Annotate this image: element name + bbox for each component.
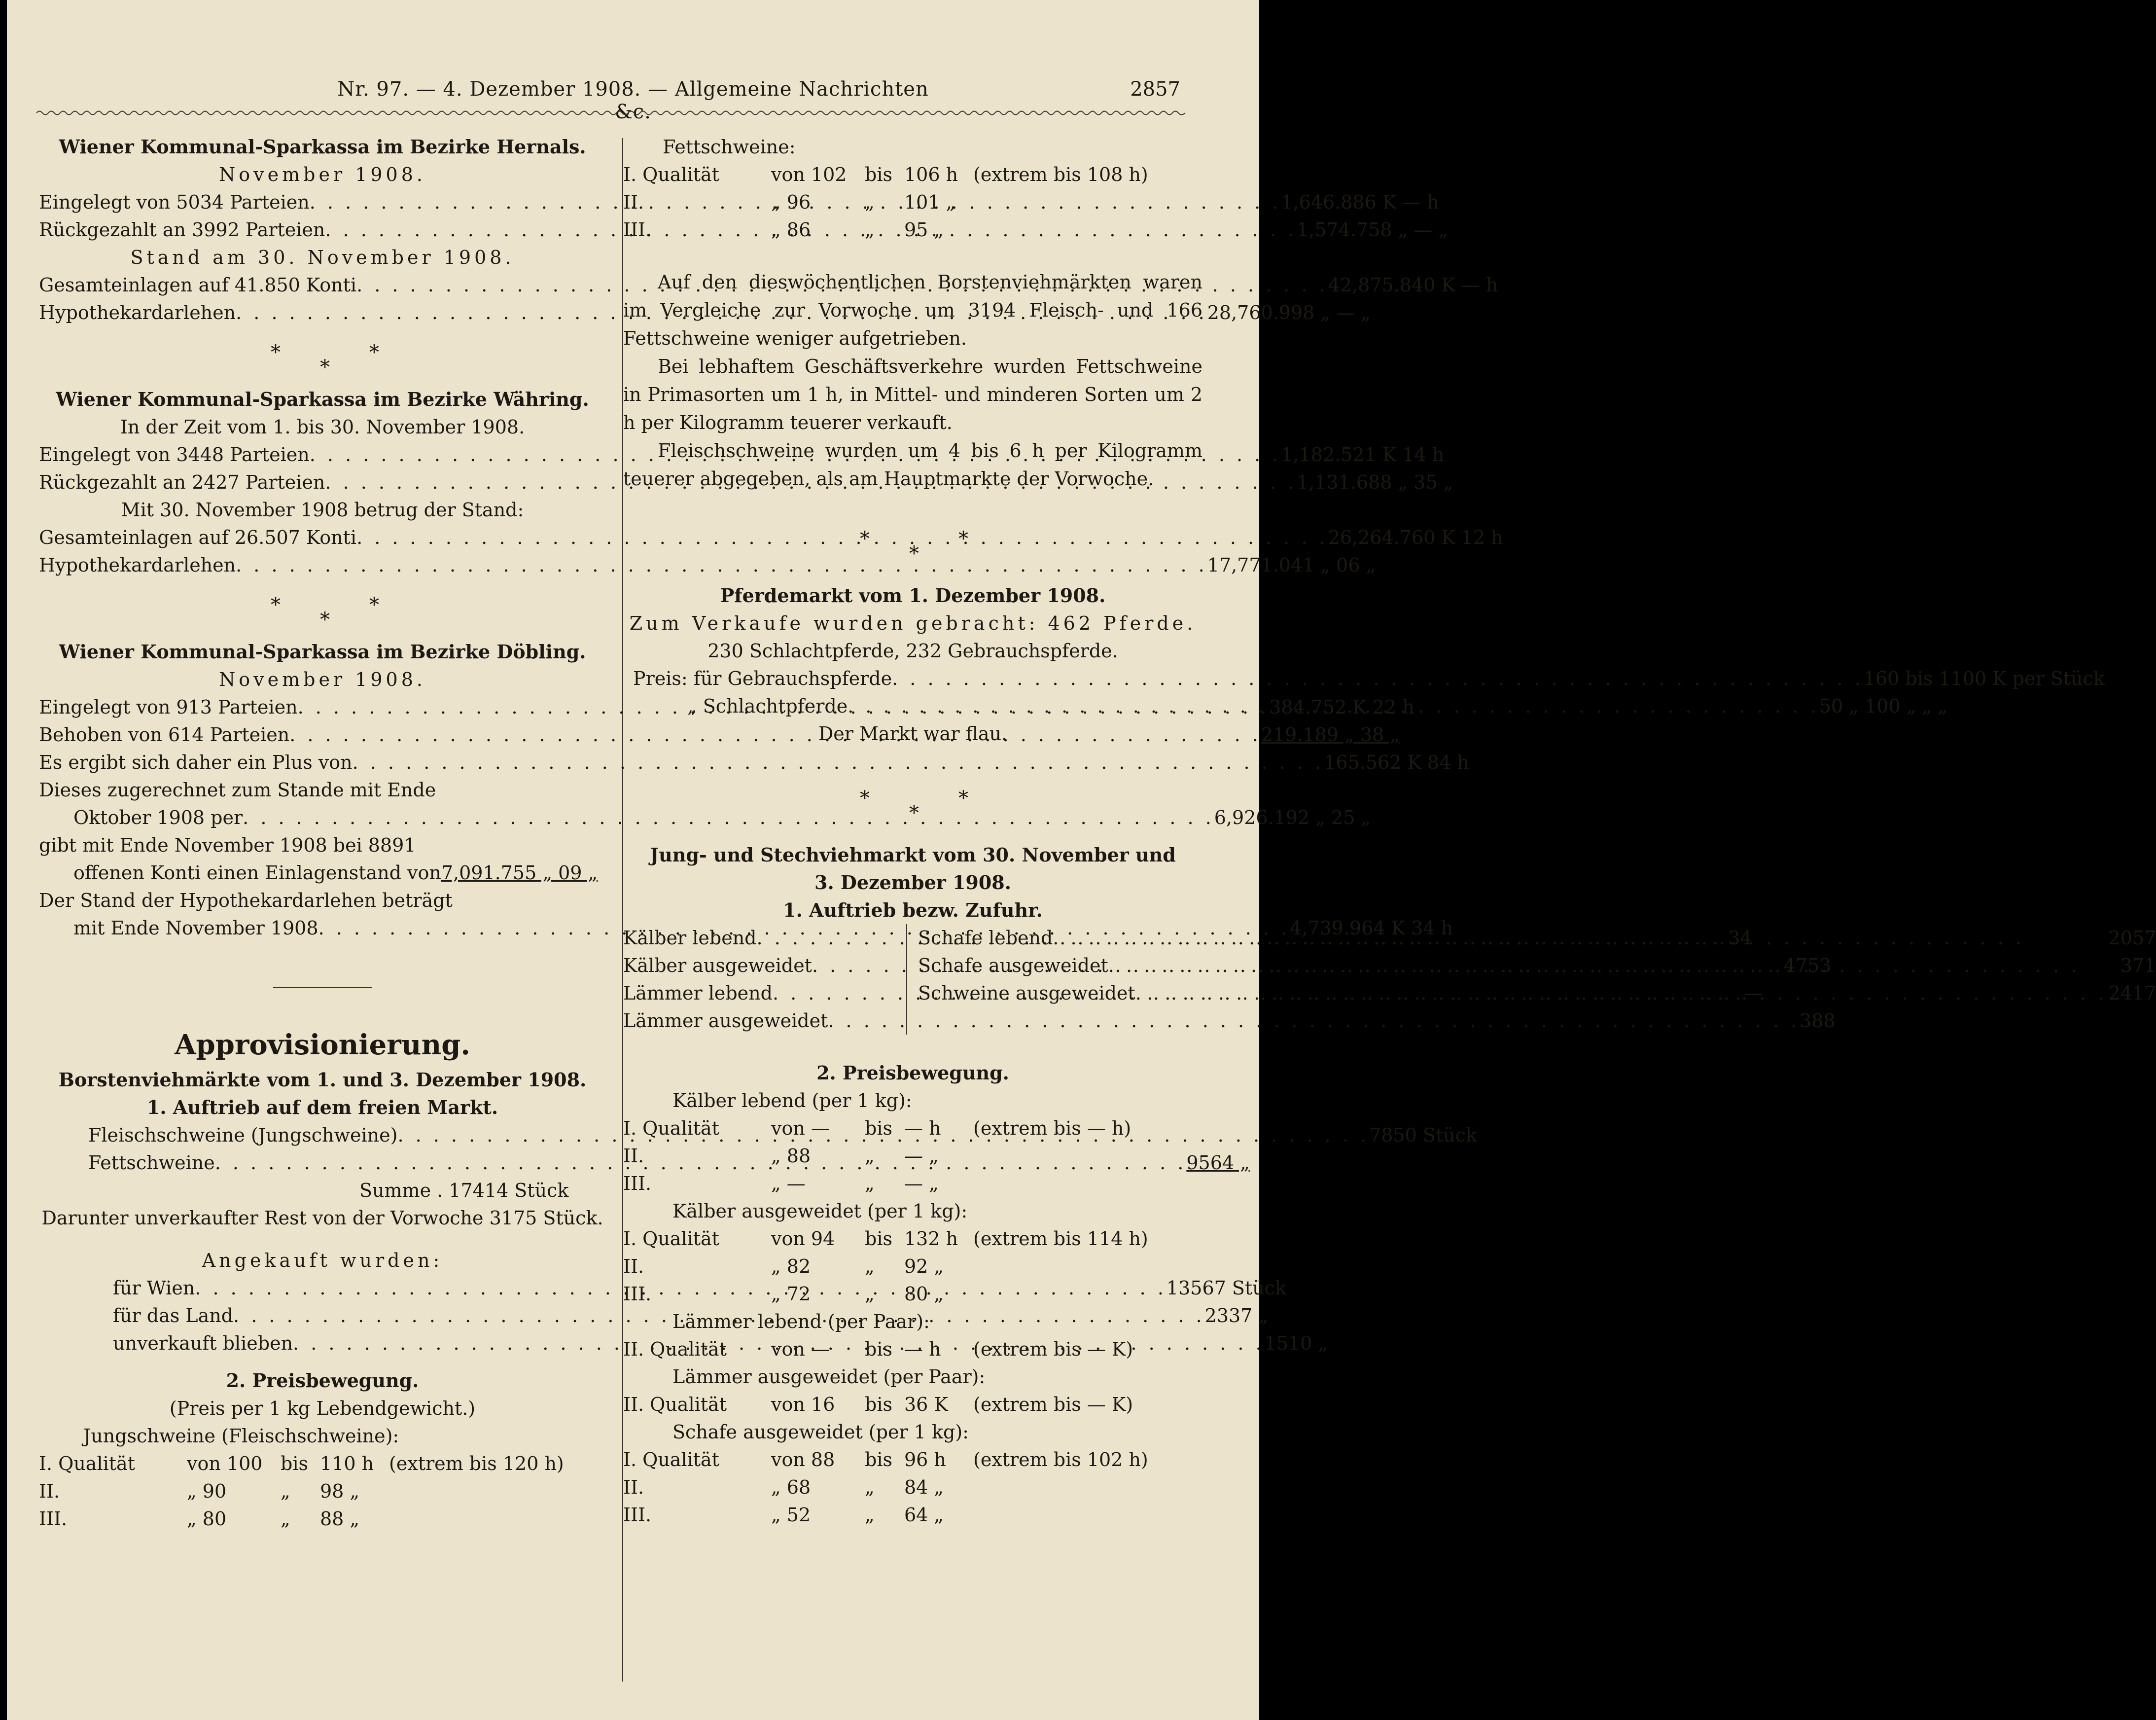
auftrieb-row: [918, 952, 2156, 979]
text-cell: bis: [281, 1453, 308, 1474]
waehring-row: [39, 551, 1376, 579]
text-cell: II.: [623, 1255, 644, 1277]
text-cell: (extrem bis — h): [973, 1117, 1131, 1139]
text-cell: „ Schlachtpferde: [687, 695, 848, 717]
doebling-title: Wiener Kommunal-Sparkassa im Bezirke Döbling.: [59, 641, 586, 663]
text-cell: Rückgezahlt an 3992 Parteien: [39, 219, 325, 241]
text-cell: 17,771.041 „ 06 „: [1207, 554, 1376, 576]
text-cell: „ 52: [771, 1504, 811, 1526]
price-row: [623, 1170, 1202, 1197]
auftrieb-row: [918, 979, 2156, 1007]
text-cell: III.: [623, 1173, 652, 1194]
text-cell: —: [1744, 982, 1763, 1004]
text-cell: 1,182.521 K 14 h: [1281, 444, 1445, 466]
text-cell: „ —: [771, 1173, 806, 1194]
text-cell: Fettschweine: [88, 1152, 215, 1174]
text-cell: (extrem bis 114 h): [973, 1228, 1148, 1250]
header-title: Nr. 97. — 4. Dezember 1908. — Allgemeine Nachrichten &c.: [337, 78, 929, 123]
text-cell: 80 „: [904, 1283, 944, 1305]
text-cell: 95 „: [904, 219, 944, 241]
kl-title: Kälber lebend (per 1 kg):: [672, 1090, 912, 1111]
header-wavy-rule: [36, 109, 1185, 116]
text-cell: „ 80: [187, 1508, 227, 1530]
text-cell: Lämmer ausgeweidet: [623, 1010, 828, 1032]
text-cell: 1510 „: [1264, 1332, 1328, 1354]
doebling-row: [39, 804, 1371, 831]
text-cell: — „: [904, 1145, 939, 1167]
text-cell: 7,091.755 „ 09 „: [441, 862, 598, 884]
text-cell: „: [865, 219, 875, 241]
text-cell: — h: [904, 1338, 941, 1360]
leader-dots: [1135, 979, 2107, 1007]
text-cell: 84 „: [904, 1476, 944, 1498]
text-cell: Kälber ausgeweidet: [623, 955, 812, 976]
approv-sec1: 1. Auftrieb auf dem freien Markt.: [146, 1096, 498, 1118]
text-cell: 4753: [1783, 955, 1832, 976]
pferde-title: Pferdemarkt vom 1. Dezember 1908.: [720, 584, 1106, 607]
text-cell: Eingelegt von 913 Parteien: [39, 696, 298, 718]
text-cell: bis: [865, 1338, 892, 1360]
text-cell: 96 h: [904, 1449, 946, 1470]
text-cell: I. Qualität: [39, 1453, 135, 1474]
text-cell: von —: [771, 1117, 830, 1139]
price-row: [623, 188, 1202, 216]
text-cell: II. Qualität: [623, 1338, 727, 1360]
text-cell: III.: [623, 219, 652, 241]
text-cell: unverkauft blieben: [113, 1332, 293, 1354]
text-cell: 1,131.688 „ 35 „: [1297, 471, 1453, 493]
text-cell: für Wien: [113, 1277, 195, 1299]
text-cell: „: [865, 1173, 875, 1194]
hernals-stand: Stand am 30. November 1908.: [130, 247, 515, 268]
text-cell: II.: [623, 191, 644, 213]
text-cell: I. Qualität: [623, 1449, 719, 1470]
text-cell: III.: [623, 1504, 652, 1526]
text-cell: bis: [865, 1228, 892, 1250]
text-cell: III.: [39, 1508, 68, 1530]
text-cell: „ 90: [187, 1480, 227, 1502]
doebling-text: Der Stand der Hypothekardarlehen beträgt: [39, 890, 453, 911]
text-cell: 2417: [2108, 982, 2156, 1004]
text-cell: „: [281, 1508, 290, 1530]
text-cell: von 102: [771, 164, 847, 185]
price-row: [623, 1114, 1202, 1142]
text-cell: bis: [865, 1117, 892, 1139]
text-cell: (extrem bis — K): [973, 1394, 1133, 1415]
leader-dots: [848, 692, 1819, 720]
text-cell: 98 „: [320, 1480, 360, 1502]
text-cell: Oktober 1908 per: [73, 807, 243, 828]
waehring-stand: Mit 30. November 1908 betrug der Stand:: [121, 499, 524, 521]
text-cell: von —: [771, 1338, 830, 1360]
text-cell: 106 h: [904, 164, 958, 185]
text-cell: 371: [2120, 955, 2156, 976]
ll-title: Lämmer lebend (per Paar):: [672, 1311, 930, 1332]
text-cell: I. Qualität: [623, 1228, 719, 1250]
text-cell: 2057: [2108, 927, 2156, 949]
text-cell: 2337 „: [1204, 1305, 1269, 1326]
text-cell: 1,574.758 „ — „: [1297, 219, 1449, 241]
approv-rest: Darunter unverkaufter Rest von der Vorwoche 3175 Stück.: [41, 1207, 603, 1229]
text-cell: „ 68: [771, 1476, 811, 1498]
approv-sec2: 2. Preisbewegung.: [226, 1369, 419, 1392]
fett-paragraph: Auf den dieswöchentlichen Borstenviehmärkten waren im Vergleiche zur Vorwoche um 3194 Fleisch- und 166 Fettschweine weniger aufgetrieben.: [623, 271, 1202, 349]
approv-sec2sub: (Preis per 1 kg Lebendgewicht.): [169, 1398, 476, 1419]
price-row: [623, 1142, 1202, 1170]
text-cell: Eingelegt von 3448 Parteien: [39, 444, 310, 466]
text-cell: „: [865, 191, 875, 213]
hernals-title: Wiener Kommunal-Sparkassa im Bezirke Hernals.: [59, 136, 586, 158]
leader-dots: [828, 1007, 1800, 1035]
text-cell: Gesamteinlagen auf 41.850 Konti: [39, 274, 357, 296]
divider: [273, 987, 372, 988]
text-cell: „ 82: [771, 1255, 811, 1277]
text-cell: mit Ende November 1908: [73, 917, 318, 939]
text-cell: 88 „: [320, 1508, 360, 1530]
text-cell: — h: [904, 1117, 941, 1139]
text-cell: Hypothekardarlehen: [39, 302, 236, 323]
text-cell: (extrem bis 102 h): [973, 1449, 1148, 1470]
text-cell: „ 88: [771, 1145, 811, 1167]
text-cell: Schweine ausgeweidet: [918, 982, 1135, 1004]
text-cell: „ 72: [771, 1283, 811, 1305]
text-cell: Es ergibt sich daher ein Plus von: [39, 752, 353, 773]
approv-summe: Summe . 17414 Stück: [359, 1180, 569, 1201]
price-row: [623, 216, 1202, 244]
approv-jung: Jungschweine (Fleischschweine):: [83, 1425, 399, 1447]
approv-angekauft: Angekauft wurden:: [202, 1250, 443, 1271]
section-stars: * * *: [860, 787, 968, 824]
page-number: 2857: [1130, 78, 1180, 101]
doebling-text: gibt mit Ende November 1908 bei 8891: [39, 834, 416, 856]
text-cell: „ 96: [771, 191, 811, 213]
text-cell: 13567 Stück: [1166, 1277, 1286, 1299]
text-cell: Fleischschweine (Jungschweine): [88, 1124, 398, 1146]
text-cell: III.: [623, 1283, 652, 1305]
page-header: [7, 78, 1259, 123]
text-cell: Behoben von 614 Parteien: [39, 724, 290, 746]
text-cell: II. Qualität: [623, 1394, 727, 1415]
text-cell: für das Land: [113, 1305, 234, 1326]
text-cell: von 100: [187, 1453, 263, 1474]
text-cell: Schafe lebend: [918, 927, 1053, 949]
pferde-line: 230 Schlachtpferde, 232 Gebrauchspferde.: [707, 640, 1118, 662]
text-cell: (extrem bis 120 h): [389, 1453, 564, 1474]
text-cell: Hypothekardarlehen: [39, 554, 236, 576]
text-cell: 101 „: [904, 191, 956, 213]
text-cell: Gesamteinlagen auf 26.507 Konti: [39, 527, 357, 548]
fett-paragraph: Fleischschweine wurden um 4 bis 6 h per Kilogramm teuerer abgegeben, als am Hauptmarkte der Vorwoche.: [623, 440, 1202, 490]
text-cell: — „: [904, 1173, 939, 1194]
text-cell: bis: [865, 1449, 892, 1470]
auftrieb-row: [623, 1007, 1836, 1035]
waehring-row: [39, 524, 1503, 551]
text-cell: bis: [865, 164, 892, 185]
text-cell: II.: [39, 1480, 60, 1502]
text-cell: „: [865, 1255, 875, 1277]
text-cell: 110 h: [320, 1453, 374, 1474]
price-row: [623, 161, 1202, 188]
jung-title: Jung- und Stechviehmarkt vom 30. November und: [650, 844, 1176, 866]
text-cell: 160 bis 1100 K per Stück: [1863, 668, 2105, 689]
price-row: [623, 1391, 1202, 1418]
jung-sec1: 1. Auftrieb bezw. Zufuhr.: [783, 899, 1043, 921]
pferde-price: [623, 665, 2105, 692]
sa-title: Schafe ausgeweidet (per 1 kg):: [672, 1421, 969, 1443]
price-row: [623, 1446, 1202, 1473]
text-cell: II.: [623, 1145, 644, 1167]
text-cell: offenen Konti einen Einlagenstand von: [73, 862, 441, 884]
text-cell: 34: [1728, 927, 1752, 949]
hernals-month: November 1908.: [219, 164, 426, 185]
text-cell: I. Qualität: [623, 1117, 719, 1139]
price-row: [623, 1225, 1202, 1253]
text-cell: Schafe ausgeweidet: [918, 955, 1108, 976]
text-cell: 6,926.192 „ 25 „: [1214, 807, 1371, 828]
fett-paragraph: Bei lebhaftem Geschäftsverkehre wurden Fettschweine in Primasorten um 1 h, in Mittel- und minderen Sorten um 2 h per Kilogramm teuerer verkauft.: [623, 356, 1202, 433]
waehring-row: [39, 468, 1453, 496]
text-cell: 384.752 K 22 h: [1269, 696, 1414, 718]
text-cell: von 88: [771, 1449, 835, 1470]
price-row: [39, 1505, 606, 1533]
text-cell: „: [865, 1145, 875, 1167]
doebling-row: [39, 749, 1469, 776]
pferde-line: Der Markt war flau.: [818, 723, 1008, 745]
text-cell: Kälber lebend: [623, 927, 757, 949]
text-cell: 28,760.998 „ — „: [1207, 302, 1371, 323]
text-cell: 9564 „: [1186, 1152, 1250, 1174]
text-cell: Rückgezahlt an 2427 Parteien: [39, 471, 325, 493]
jung-title: 3. Dezember 1908.: [814, 871, 1011, 894]
price-row: [623, 1473, 1202, 1501]
leader-dots: [1053, 924, 2107, 952]
text-cell: 64 „: [904, 1504, 944, 1526]
text-cell: I. Qualität: [623, 164, 719, 185]
price-row: [39, 1450, 606, 1477]
hernals-row: [39, 299, 1371, 326]
section-stars: * * *: [860, 528, 968, 565]
text-cell: von 16: [771, 1394, 835, 1415]
leader-dots: [892, 665, 1864, 692]
text-cell: „: [865, 1476, 875, 1498]
la-title: Lämmer ausgeweidet (per Paar):: [672, 1366, 986, 1388]
text-cell: 132 h: [904, 1228, 958, 1250]
text-cell: (extrem bis — K): [973, 1338, 1133, 1360]
text-cell: bis: [865, 1394, 892, 1415]
text-cell: 7850 Stück: [1369, 1124, 1477, 1146]
doebling-row: [39, 859, 606, 887]
text-cell: 165.562 K 84 h: [1324, 752, 1469, 773]
hernals-row: [39, 271, 1498, 299]
ka-title: Kälber ausgeweidet (per 1 kg):: [672, 1200, 968, 1222]
text-cell: 36 K: [904, 1394, 948, 1415]
doebling-text: Dieses zugerechnet zum Stande mit Ende: [39, 779, 436, 801]
text-cell: (extrem bis 108 h): [973, 164, 1148, 185]
text-cell: II.: [623, 1476, 644, 1498]
doebling-month: November 1908.: [219, 669, 426, 690]
price-row: [623, 1335, 1202, 1363]
text-cell: 1,646.886 K — h: [1281, 191, 1439, 213]
text-cell: „: [865, 1283, 875, 1305]
waehring-period: In der Zeit vom 1. bis 30. November 1908.: [120, 416, 525, 438]
page: [7, 0, 2156, 1720]
text-cell: 388: [1800, 1010, 1836, 1032]
jung-sec2: 2. Preisbewegung.: [816, 1062, 1009, 1084]
text-cell: von 94: [771, 1228, 835, 1250]
text-cell: 26,264.760 K 12 h: [1328, 527, 1503, 548]
section-stars: * * *: [271, 594, 379, 631]
waehring-title: Wiener Kommunal-Sparkassa im Bezirke Währing.: [56, 388, 589, 410]
price-row: [623, 1501, 1202, 1529]
text-cell: „: [281, 1480, 290, 1502]
section-stars: * * *: [271, 341, 379, 379]
text-cell: „: [865, 1504, 875, 1526]
text-cell: Lämmer lebend: [623, 982, 773, 1004]
price-row: [623, 1280, 1202, 1308]
pferde-line: Zum Verkaufe wurden gebracht: 462 Pferde.: [629, 612, 1197, 634]
text-cell: Eingelegt von 5034 Parteien: [39, 191, 310, 213]
text-cell: Preis: für Gebrauchspferde: [633, 668, 892, 689]
approv-subtitle: Borstenviehmärkte vom 1. und 3. Dezember 1908.: [58, 1069, 587, 1091]
price-row: [39, 1477, 606, 1505]
text-cell: 4,739.964 K 34 h: [1290, 917, 1453, 939]
approv-title: Approvisionierung.: [175, 1029, 470, 1061]
text-cell: 42,875.840 K — h: [1328, 274, 1498, 296]
text-cell: 219.189 „ 38 „: [1261, 724, 1400, 746]
text-cell: 92 „: [904, 1255, 944, 1277]
text-cell: „ 86: [771, 219, 811, 241]
leader-dots: [1108, 952, 2107, 979]
text-cell: 50 „ 100 „ „ „: [1819, 695, 1947, 717]
fett-title: Fettschweine:: [663, 136, 796, 158]
auftrieb-row: [918, 924, 2156, 952]
price-row: [623, 1253, 1202, 1280]
